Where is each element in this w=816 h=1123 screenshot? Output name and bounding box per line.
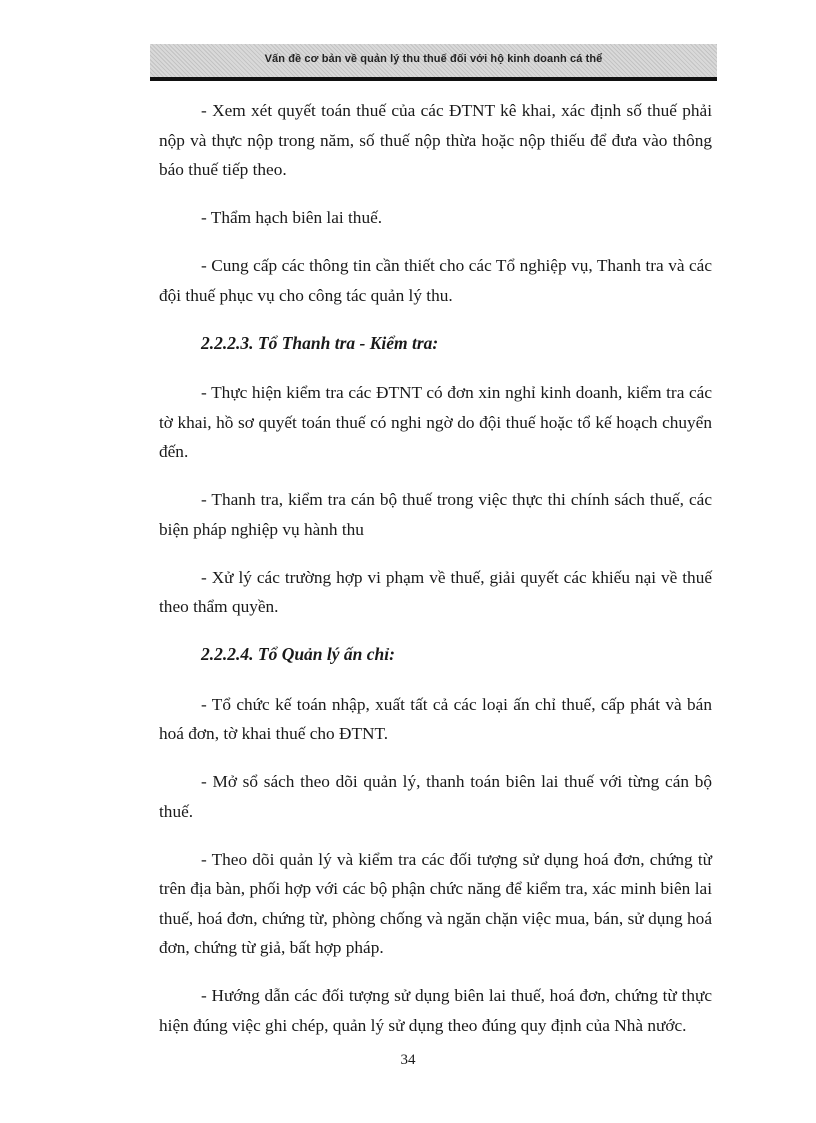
page-number: 34 <box>400 1052 416 1068</box>
page-body <box>159 96 712 1059</box>
body-paragraph: - Thẩm hạch biên lai thuế. <box>201 208 383 227</box>
body-paragraph: - Tổ chức kế toán nhập, xuất tất cả các loại ấn chỉ thuế, cấp phát và bán hoá đơn, tờ khai thuế cho ĐTNT. <box>159 694 712 743</box>
body-paragraph: - Xử lý các trường hợp vi phạm về thuế, giải quyết các khiếu nại về thuế theo thẩm quyền. <box>159 567 712 616</box>
body-paragraph: - Theo dõi quản lý và kiểm tra các đối tượng sử dụng hoá đơn, chứng từ trên địa bàn, phối hợp với các bộ phận chức năng để kiểm tra, xác minh biên lai thuế, hoá đơn, chứng từ, phòng chống và ngăn chặn việc mua, bán, sử dụng hoá đơn, chứng từ giả, bất hợp pháp. <box>159 849 712 957</box>
section-heading-2-2-2-3: 2.2.2.3. Tổ Thanh tra - Kiểm tra: <box>201 332 439 353</box>
body-paragraph: - Mở sổ sách theo dõi quản lý, thanh toán biên lai thuế với từng cán bộ thuế. <box>159 772 712 821</box>
body-paragraph: - Xem xét quyết toán thuế của các ĐTNT kê khai, xác định số thuế phải nộp và thực nộp trong năm, số thuế nộp thừa hoặc nộp thiếu để đưa vào thông báo thuế tiếp theo. <box>159 101 712 179</box>
running-header <box>150 44 717 77</box>
body-paragraph: - Thực hiện kiểm tra các ĐTNT có đơn xin nghỉ kinh doanh, kiểm tra các tờ khai, hồ sơ quyết toán thuế có nghi ngờ do đội thuế hoặc tổ kế hoạch chuyển đến. <box>159 383 712 461</box>
body-paragraph: - Thanh tra, kiểm tra cán bộ thuế trong việc thực thi chính sách thuế, các biện pháp nghiệp vụ hành thu <box>159 490 712 539</box>
body-paragraph: - Cung cấp các thông tin cần thiết cho các Tổ nghiệp vụ, Thanh tra và các đội thuế phục vụ cho công tác quản lý thu. <box>159 256 712 305</box>
running-header-title: Vấn đề cơ bản về quản lý thu thuế đối với hộ kinh doanh cá thể <box>264 53 603 65</box>
body-paragraph: - Hướng dẫn các đối tượng sử dụng biên lai thuế, hoá đơn, chứng từ thực hiện đúng việc ghi chép, quản lý sử dụng theo đúng quy định của Nhà nước. <box>159 986 712 1035</box>
header-divider <box>150 77 717 81</box>
section-heading-2-2-2-4: 2.2.2.4. Tổ Quản lý ấn chỉ: <box>201 644 395 664</box>
